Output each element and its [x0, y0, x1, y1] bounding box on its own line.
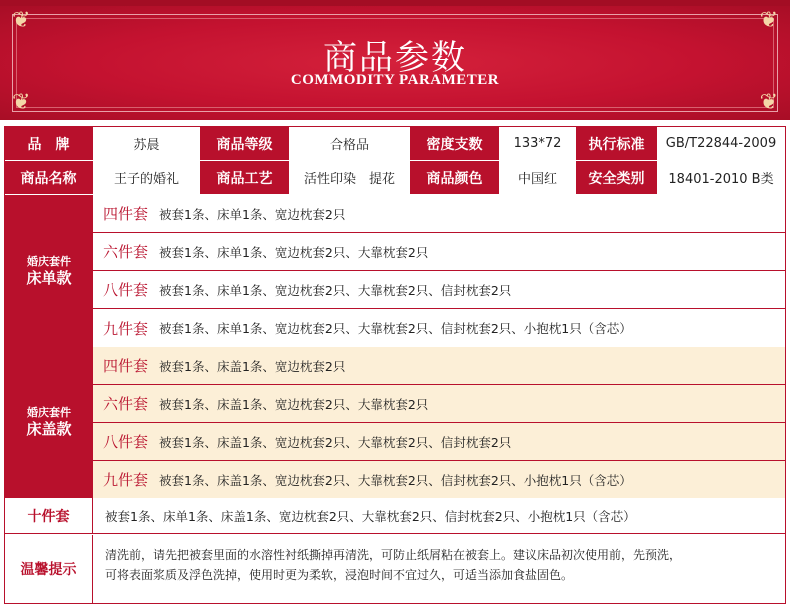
care-notice-text — [93, 535, 783, 603]
set-contents: 被套1条、床盖1条、宽边枕套2只、大靠枕套2只 — [159, 396, 429, 412]
set-name: 九件套 — [103, 319, 149, 338]
care-notice-line: 清洗前，请先把被套里面的水溶性衬纸撕掉再清洗，可防止纸屑粘在被套上。建议床品初次使用前，先预洗， — [105, 548, 682, 562]
parameter-banner — [0, 0, 790, 120]
banner-subtitle: COMMODITY PARAMETER — [290, 72, 500, 88]
set-contents: 被套1条、床单1条、宽边枕套2只、大靠枕套2只 — [159, 244, 429, 260]
set-row — [93, 309, 785, 347]
corner-ornament-icon: ❦ — [759, 8, 778, 33]
corner-ornament-icon: ❦ — [12, 90, 31, 115]
ten-piece-set-label: 十件套 — [5, 498, 93, 534]
corner-ornament-icon: ❦ — [12, 8, 31, 33]
banner-title: 商品参数 — [323, 38, 467, 78]
care-notice-label: 温馨提示 — [5, 535, 93, 603]
set-contents: 被套1条、床单1条、宽边枕套2只 — [159, 206, 346, 222]
brand-label: 品 牌 — [5, 127, 93, 160]
set-row — [93, 461, 785, 498]
craft-value: 活性印染 提花 — [289, 161, 411, 194]
bedsheet-group-label — [5, 195, 93, 346]
standard-value: GB/T22844-2009 — [657, 127, 785, 160]
set-contents: 被套1条、床盖1条、宽边枕套2只 — [159, 358, 346, 374]
set-contents: 被套1条、床单1条、宽边枕套2只、大靠枕套2只、信封枕套2只、小抱枕1只（含芯） — [159, 321, 632, 336]
bedsheet-set-rows — [93, 195, 785, 346]
group-label-line2: 床单款 — [26, 268, 72, 287]
density-value: 133*72 — [499, 127, 577, 160]
craft-label: 商品工艺 — [201, 161, 289, 194]
set-contents: 被套1条、床单1条、宽边枕套2只、大靠枕套2只、信封枕套2只 — [159, 282, 512, 298]
grade-label: 商品等级 — [201, 127, 289, 160]
color-label: 商品颜色 — [411, 161, 499, 194]
set-name: 四件套 — [103, 357, 149, 375]
group-label-line1: 婚庆套件 — [27, 406, 71, 419]
set-name: 八件套 — [103, 433, 149, 451]
bedspread-set-rows — [93, 347, 785, 497]
set-row — [93, 347, 785, 385]
care-notice — [5, 535, 785, 603]
set-row — [93, 195, 785, 233]
set-row — [93, 271, 785, 309]
ten-piece-set-row — [5, 498, 785, 534]
param-row-1 — [5, 127, 785, 160]
set-row — [93, 423, 785, 461]
standard-label: 执行标准 — [577, 127, 657, 160]
bedspread-set-group — [5, 347, 785, 498]
set-row — [93, 233, 785, 271]
grade-value: 合格品 — [289, 127, 411, 160]
product-name-label: 商品名称 — [5, 161, 93, 194]
set-name: 六件套 — [103, 243, 149, 261]
density-label: 密度支数 — [411, 127, 499, 160]
brand-value: 苏晨 — [93, 127, 201, 160]
group-label-line2: 床盖款 — [26, 420, 72, 438]
parameter-table — [4, 126, 786, 604]
safety-label: 安全类别 — [577, 161, 657, 194]
bedsheet-set-group — [5, 195, 785, 347]
bedspread-group-label — [5, 347, 93, 497]
set-name: 九件套 — [103, 471, 149, 489]
set-contents: 被套1条、床盖1条、宽边枕套2只、大靠枕套2只、信封枕套2只 — [159, 434, 512, 450]
set-row — [93, 385, 785, 423]
group-label-line1: 婚庆套件 — [27, 254, 71, 268]
param-row-2 — [5, 161, 785, 194]
color-value: 中国红 — [499, 161, 577, 194]
safety-value: 18401-2010 B类 — [657, 161, 785, 194]
set-contents: 被套1条、床盖1条、宽边枕套2只、大靠枕套2只、信封枕套2只、小抱枕1只（含芯） — [159, 472, 632, 488]
ten-piece-set-contents: 被套1条、床单1条、床盖1条、宽边枕套2只、大靠枕套2只、信封枕套2只、小抱枕1只（含芯） — [105, 508, 636, 524]
set-name: 八件套 — [103, 281, 149, 299]
product-name-value: 王子的婚礼 — [93, 161, 201, 194]
care-notice-line: 可将表面浆质及浮色洗掉，使用时更为柔软，浸泡时间不宜过久，可适当添加食盐固色。 — [105, 568, 574, 582]
set-name: 四件套 — [103, 205, 149, 223]
set-name: 六件套 — [103, 395, 149, 413]
corner-ornament-icon: ❦ — [759, 90, 778, 115]
